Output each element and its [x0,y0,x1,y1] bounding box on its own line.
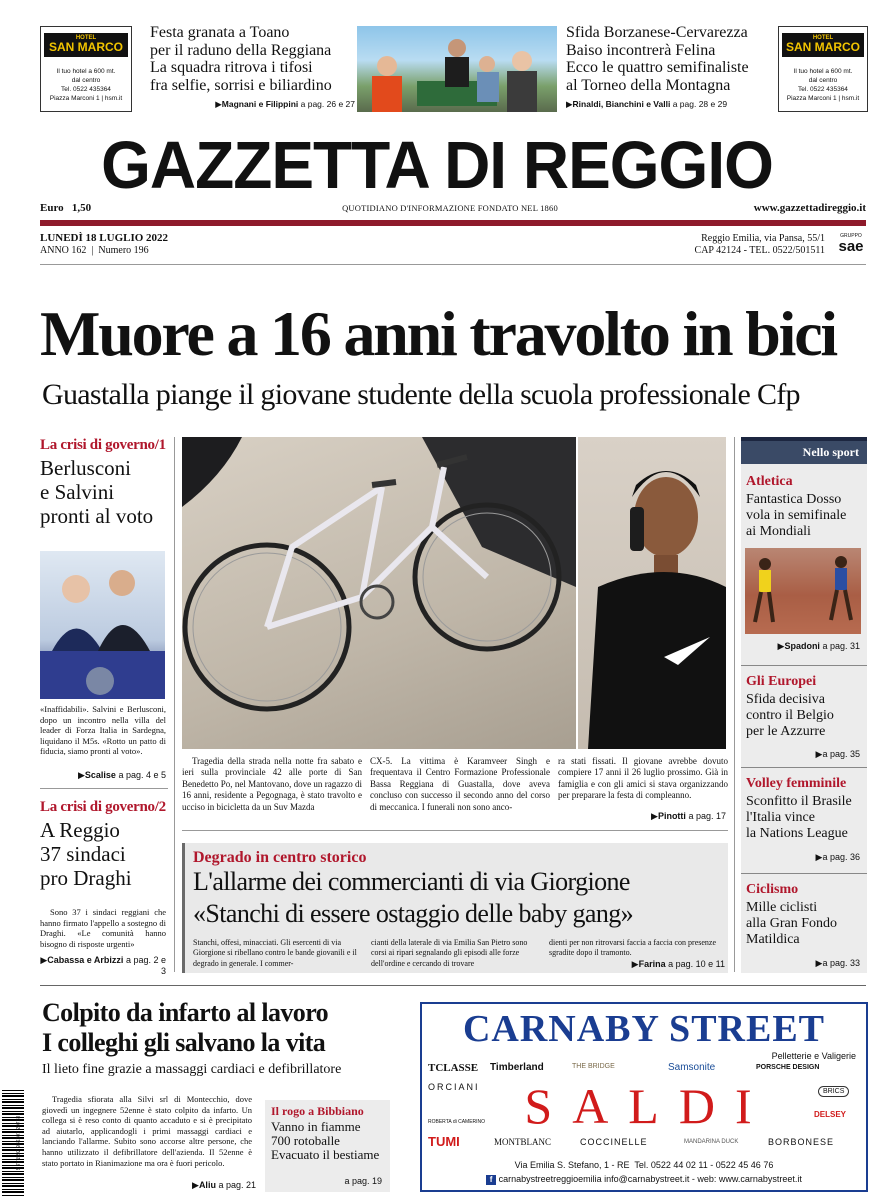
saldi-text: SALDI [524,1078,772,1134]
hotel-ad-right[interactable] [778,26,868,112]
ad-address: Via Emilia S. Stefano, 1 - RE Tel. 0522 44 02 11 - 0522 45 46 76 [514,1160,774,1170]
brand-logo: ORCIANI [428,1082,480,1092]
title-line: l'Italia vince [746,810,815,825]
page-ref: a pag. 21 [218,1180,256,1190]
hotel-line: Piazza Marconi 1 | hsm.it [49,95,123,102]
date: LUNEDÌ 18 LUGLIO 2022 [40,232,169,244]
page-ref: a pag. 31 [822,641,860,651]
brand-logo: ROBERTA di CAMERINO [428,1119,486,1125]
main-subheadline: Guastalla piange il giovane studente della scuola professionale Cfp [42,378,800,411]
brand-logo: COCCINELLE [580,1137,648,1147]
tagline: QUOTIDIANO D'INFORMAZIONE FONDATO NEL 1860 [342,203,558,213]
page-ref: a pag. 36 [822,852,860,862]
sport-item-atletica[interactable] [746,474,866,540]
teaser-authors: Magnani e Filippini [221,99,299,109]
hotel-line: Il tuo hotel a 600 mt. [793,68,853,75]
carnaby-logo: CARNABY STREET [462,1008,826,1050]
title-line: Mille ciclisti [746,900,818,915]
politics-body-1: «Inaffidabili». Salvini e Berlusconi, dopo un incontro nella villa del leader di Forza Italia in Sardegna, liquidano il M5s. «Rotto un patto di fiducia, siamo pronti al voto». [40,704,166,757]
main-ref[interactable]: ▶Pinotti a pag. 17 [651,811,726,821]
hotel-logo-top: HOTEL [75,35,97,41]
infarto-body: Tragedia sfiorata alla Silvi srl di Montecchio, dove giovedì un ingegnere 52enne è stato colpito da infarto. Un collega si è reso conto di quanto accaduto e si è precipitato ad aiutarlo, applicandogli i primi massaggi cardiaci e lanciando l'allarme. Subito sono accorse altre persone, che hanno utilizzato il defibrillatore dell'azienda. Il 52enne è stato portato in Rianimazione ma ora è fuori pericolo. [42,1094,252,1168]
title-line: 37 sindaci [40,842,126,866]
title-line: Sconfitto il Brasile [746,794,852,809]
politicians-icon [40,551,165,699]
sport-ref[interactable]: ▶a pag. 36 [815,852,860,862]
degrado-col-3: dienti per non ritrovarsi faccia a faccia con presenze sgradite dopo il tramonto. [549,938,717,958]
author: Spadoni [784,641,820,651]
ad-contacts: carnabystreetreggioemilia info@carnabystreet.it - web: www.carnabystreet.it [498,1174,802,1184]
author: Farina [638,959,666,969]
page-ref: a pag. 2 e 3 [125,955,166,976]
toano-photo [357,26,557,112]
brand-logo: PORSCHE DESIGN [756,1064,820,1071]
title-line: contro il Belgio [746,708,834,723]
teaser-authors: Rinaldi, Bianchini e Valli [572,99,671,109]
title-line: vola in semifinale [746,508,847,523]
divider [182,830,728,831]
issue: ANNO 162 | Numero 196 [40,245,149,256]
hotel-logo [782,33,864,57]
politics-ref-1[interactable]: ▶Scalise a pag. 4 e 5 [77,770,166,780]
infarto-title[interactable] [42,998,392,1058]
title-line: I colleghi gli salvano la vita [42,1028,326,1057]
kicker: Degrado in centro storico [193,849,367,866]
page-ref: a pag. 4 e 5 [118,770,166,780]
teaser-line: La squadra ritrova i tifosi [150,59,313,76]
hotel-line: Il tuo hotel a 600 mt. [56,68,116,75]
politics-ref-2[interactable]: ▶Cabassa e Arbizzi a pag. 2 e 3 [40,955,166,976]
foosball-scene-icon [357,26,557,112]
rogo-box[interactable] [265,1100,390,1192]
brand-logo: THE BRIDGE [572,1063,615,1070]
teaser-line: al Torneo della Montagna [566,76,731,94]
sport-item-europei[interactable] [746,674,866,740]
hotel-line: Tel. 0522 435364 [798,86,848,93]
title-line: Colpito da infarto al lavoro [42,998,329,1027]
brand-logo: TCLASSE [428,1062,479,1074]
teaser-page-ref: a pag. 28 e 29 [672,99,728,109]
hotel-line: dal centro [808,77,838,84]
divider [741,767,867,768]
title-line: Vanno in fiamme [271,1119,361,1134]
hotel-logo [44,33,128,57]
bicycle-icon [182,437,576,749]
teaser-page-ref: a pag. 26 e 27 [300,99,355,109]
kicker: Volley femminile [746,776,847,791]
politics-body-2: Sono 37 i sindaci reggiani che hanno firmato l'appello a sostegno di Draghi. «Le comunità hanno bisogno di risposte urgenti» [40,907,166,949]
athletics-photo [745,548,861,634]
brand-logo: MANDARINA DUCK [684,1139,739,1145]
sport-header[interactable]: Nello sport [741,437,867,464]
author: Cabassa e Arbizzi [47,955,124,965]
title-line: Fantastica Dosso [746,492,842,507]
infarto-sub: Il lieto fine grazie a massaggi cardiaci e defibrillatore [42,1062,342,1077]
politics-box-2[interactable] [40,799,172,890]
teaser-borzanese[interactable]: Sfida Borzanese-Cervarezza Baiso incontrerà Felina Ecco le quattro semifinaliste al Torneo della Montagna ▶Rinaldi, Bianchini e Valli a pag. 28 e 29 [566,24,771,110]
facebook-icon: f [486,1175,496,1185]
sport-item-ciclismo[interactable] [746,882,866,948]
title-line: ai Mondiali [746,524,811,539]
teaser-toano[interactable]: Festa granata a Toano per il raduno della Reggiana La squadra ritrova i tifosi fra selfie, sorrisi e biliardino ▶Magnani e Filippini a pag. 26 e 27 [150,24,355,109]
title-line: Matildica [746,932,800,947]
page-ref: a pag. 35 [822,749,860,759]
main-col-3: ra stati fissati. Il giovane avrebbe dovuto compiere 17 anni il 26 luglio prossimo. Già in famiglia e con gli amici si stava organizzando per preparare la festa di compleanno. [558,756,728,801]
ad-tagline: Pelletterie e Valigerie [771,1051,856,1061]
title-line: la Nations League [746,826,848,841]
title-line: A Reggio [40,818,120,842]
page-ref: a pag. 17 [688,811,726,821]
page-ref: a pag. 19 [344,1176,382,1186]
title-line: per le Azzurre [746,724,826,739]
teaser-line: Ecco le quattro semifinaliste [566,59,749,76]
portrait-icon [578,437,726,749]
title-line: e Salvini [40,480,115,504]
degrado-title: L'allarme dei commercianti di via Giorgione [193,867,630,896]
divider [741,873,867,874]
group-label: GRUPPO [840,233,862,239]
degrado-title: «Stanchi di essere ostaggio delle baby gang» [193,899,634,928]
victim-photo [578,437,726,749]
title-line: Sfida decisiva [746,692,825,707]
sprinters-icon [745,548,861,634]
hotel-ad-left[interactable] [40,26,132,112]
column-rule [174,437,175,972]
kicker: Atletica [746,474,793,489]
degrado-box[interactable] [182,843,728,973]
teaser-line: Baiso incontrerà Felina [566,41,716,59]
teaser-line: Festa granata a Toano [150,24,290,41]
title-line: alla Gran Fondo [746,916,837,931]
hotel-line: dal centro [71,77,101,84]
hotel-line: Piazza Marconi 1 | hsm.it [786,95,860,102]
infarto-ref[interactable]: ▶Aliu a pag. 21 [192,1180,256,1190]
teaser-line: per il raduno della Reggiana [150,41,332,59]
sport-item-volley[interactable] [746,776,866,842]
main-col-1: Tragedia della strada nella notte fra sabato e ieri sulla provinciale 42 alle porte di San Benedetto Po, nel Mantovano, dove un ragazzo di 16 anni, residente a Pegognaga, è stato travolto e ucciso in bicicletta da un Suv Mazda [182,756,362,812]
group-logo [836,234,866,254]
price: Euro 1,50 [40,202,92,214]
author: Pinotti [657,811,686,821]
brand-logo: DELSEY [814,1110,847,1119]
brand-logo: BRICS [818,1086,849,1097]
address-line: CAP 42124 - TEL. 0522/501511 [694,245,825,256]
column-rule [734,437,735,972]
degrado-ref[interactable]: ▶Farina a pag. 10 e 11 [631,959,725,969]
sport-ref[interactable]: ▶a pag. 35 [815,749,860,759]
sport-ref[interactable]: ▶a pag. 33 [815,958,860,968]
page-ref: a pag. 33 [822,958,860,968]
politics-box-1[interactable] [40,437,168,528]
title-line: pro Draghi [40,866,132,890]
website[interactable]: www.gazzettadireggio.it [753,202,866,214]
divider [40,788,168,789]
author: Scalise [84,770,116,780]
red-rule [40,220,866,226]
main-headline[interactable]: Muore a 16 anni travolto in bici [40,298,836,369]
degrado-col-2: cianti della laterale di via Emilia San Pietro sono corsi ai ripari segnalando gli episodi alle forze dell'ordine e cercando di trovare [371,938,528,968]
title-line: 700 rotoballe [271,1133,340,1148]
kicker: Gli Europei [746,674,817,689]
hotel-logo-main: SAN MARCO [49,40,123,54]
address-line: Reggio Emilia, via Pansa, 55/1 [701,233,825,244]
degrado-col-1: Stanchi, offesi, minacciati. Gli esercenti di via Giorgione si ribellano contro le bande giovanili e il degrado in generale. I commer- [193,938,357,968]
brand-logo: Samsonite [668,1062,716,1073]
author: Aliu [198,1180,216,1190]
brand-logo: BORBONESE [768,1137,835,1147]
teaser-line: fra selfie, sorrisi e biliardino [150,76,332,94]
divider [741,665,867,666]
masthead[interactable]: GAZZETTA DI REGGIO [101,127,773,203]
teaser-line: Sfida Borzanese-Cervarezza [566,24,748,41]
hotel-logo-main: SAN MARCO [786,40,860,54]
kicker: Il rogo a Bibbiano [271,1104,364,1118]
kicker: La crisi di governo/2 [40,799,166,815]
sport-ref[interactable]: ▶Spadoni a pag. 31 [777,641,860,651]
ad-contacts-row[interactable] [422,1174,866,1185]
kicker: Ciclismo [746,882,799,897]
hotel-line: Tel. 0522 435364 [61,86,111,93]
carnaby-ad[interactable] [420,1002,868,1192]
brand-logo: TUMI [428,1134,460,1149]
section-rule [40,985,866,986]
brand-logo: MONTBLANC [494,1137,552,1147]
brand-logo: Timberland [490,1062,544,1073]
header-rule [40,264,866,265]
title-line: pronti al voto [40,504,154,528]
hotel-logo-top: HOTEL [812,35,834,41]
page-ref: a pag. 10 e 11 [668,959,725,969]
berlusconi-salvini-photo [40,551,165,699]
kicker: La crisi di governo/1 [40,437,166,453]
sae-logo: sae [838,238,864,255]
title-line: Berlusconi [40,456,131,480]
title-line: Evacuato il bestiame [271,1147,380,1162]
barcode-number: 9 771592 986207 20718 [16,1115,22,1171]
bicycle-photo [182,437,576,749]
main-col-2: CX-5. La vittima è Karamveer Singh e frequentava il Centro Formazione Professionale Bassa Reggiana di Guastalla, dove aveva concluso con successo il secondo anno del corso di meccanica. I funerali non sono anco- [370,756,550,812]
